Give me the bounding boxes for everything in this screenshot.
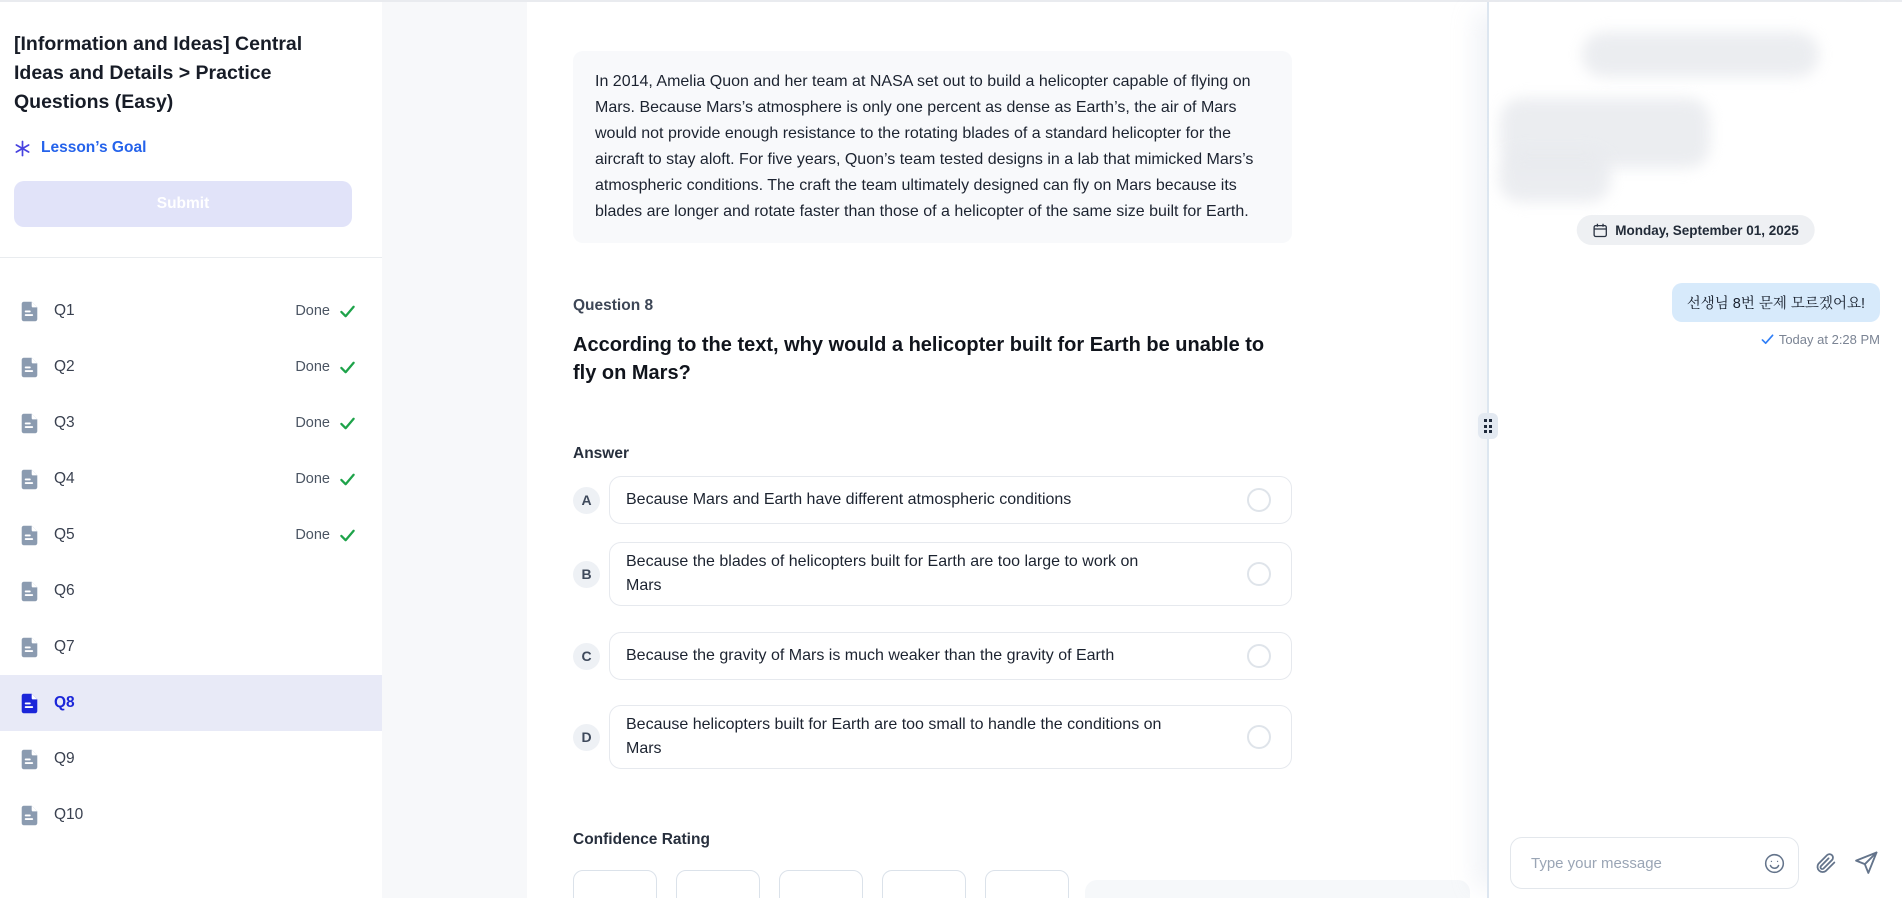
status-done: Done — [295, 527, 330, 543]
sidebar-item-q7[interactable] — [0, 619, 382, 675]
option-d — [573, 705, 1292, 769]
option-radio[interactable] — [1247, 488, 1271, 512]
status-done: Done — [295, 359, 330, 375]
status-done: Done — [295, 471, 330, 487]
option-a-box[interactable] — [609, 476, 1292, 524]
document-icon — [20, 525, 39, 546]
calendar-icon — [1592, 223, 1607, 238]
answer-options — [573, 476, 1292, 769]
option-radio[interactable] — [1247, 725, 1271, 749]
document-icon — [20, 693, 39, 714]
question-label: Q8 — [54, 694, 75, 711]
lesson-title: [Information and Ideas] Central Ideas and Details > Practice Questions (Easy) — [14, 33, 303, 113]
redacted-message-blur — [1582, 32, 1819, 77]
option-b — [573, 542, 1292, 606]
document-icon — [20, 301, 39, 322]
option-text: Because helicopters built for Earth are too small to handle the conditions on Mars — [626, 716, 1162, 757]
option-text: Because Mars and Earth have different atmospheric conditions — [626, 491, 1072, 508]
message-input[interactable] — [1531, 855, 1763, 872]
sidebar-item-q3[interactable] — [0, 395, 382, 451]
submit-button[interactable]: Submit — [14, 181, 352, 227]
receipt-label: Today at 2:28 PM — [1778, 332, 1880, 347]
option-text: Because the blades of helicopters built for Earth are too large to work on Mars — [626, 553, 1139, 594]
question-label: Q9 — [54, 750, 75, 767]
sidebar-item-q9[interactable] — [0, 731, 382, 787]
confidence-pill-1[interactable] — [573, 870, 657, 898]
sidebar-item-q2[interactable] — [0, 339, 382, 395]
question-label: Q4 — [54, 470, 75, 487]
panel-resize-handle[interactable] — [1478, 413, 1498, 439]
confidence-rating-label: Confidence Rating — [573, 831, 710, 848]
emoji-icon[interactable] — [1763, 852, 1786, 875]
option-letter-badge: A — [573, 487, 600, 514]
message-receipt — [1761, 332, 1880, 347]
chat-panel — [1487, 2, 1902, 898]
document-icon — [20, 413, 39, 434]
question-label: Q10 — [54, 806, 84, 823]
option-c-box[interactable] — [609, 632, 1292, 680]
confidence-pill-4[interactable] — [882, 870, 966, 898]
sidebar-item-q4[interactable] — [0, 451, 382, 507]
sidebar-item-q6[interactable] — [0, 563, 382, 619]
date-label: Monday, September 01, 2025 — [1615, 222, 1799, 238]
question-number: Question 8 — [573, 297, 654, 314]
status-done: Done — [295, 303, 330, 319]
sidebar-item-q1[interactable] — [0, 283, 382, 339]
option-a — [573, 476, 1292, 524]
document-icon — [20, 637, 39, 658]
reading-passage: In 2014, Amelia Quon and her team at NASA set out to build a helicopter capable of flying on Mars. Because Mars’s atmosphere is only one percent as dense as Earth’s, the air of Mars would not provide enough resistance to the rotating blades of a standard helicopter for the aircraft to stay aloft. For five years, Quon’s team tested designs in a lab that mimicked Mars’s atmospheric conditions. The craft the team ultimately designed can fly on Mars because its blades are longer and rotate faster than those of a helicopter of the same size built for Earth. — [573, 51, 1292, 243]
check-icon — [339, 471, 356, 488]
sidebar-item-q5[interactable] — [0, 507, 382, 563]
check-icon — [339, 415, 356, 432]
question-text: According to the text, why would a helicopter built for Earth be unable to fly on Mars? — [573, 334, 1265, 384]
option-letter-badge: B — [573, 561, 600, 588]
option-radio[interactable] — [1247, 562, 1271, 586]
question-list — [0, 283, 382, 843]
check-icon — [339, 359, 356, 376]
attachment-icon[interactable] — [1813, 851, 1838, 876]
question-label: Q1 — [54, 302, 75, 319]
main-area — [382, 2, 1487, 898]
check-icon — [339, 303, 356, 320]
sidebar-item-q8-active[interactable] — [0, 675, 382, 731]
answer-section-label: Answer — [573, 445, 629, 462]
option-letter-badge: D — [573, 724, 600, 751]
asterisk-icon — [14, 140, 31, 157]
question-page — [527, 2, 1487, 898]
lesson-sidebar — [0, 2, 382, 898]
redacted-message-blur — [1499, 150, 1611, 202]
status-done: Done — [295, 415, 330, 431]
question-label: Q7 — [54, 638, 75, 655]
lessons-goal-link[interactable] — [14, 139, 352, 157]
option-text: Because the gravity of Mars is much weaker than the gravity of Earth — [626, 647, 1115, 664]
sidebar-divider — [0, 257, 382, 258]
confidence-pill-5[interactable] — [985, 870, 1069, 898]
document-icon — [20, 469, 39, 490]
document-icon — [20, 805, 39, 826]
document-icon — [20, 581, 39, 602]
document-icon — [20, 357, 39, 378]
chat-message-bubble: 선생님 8번 문제 모르겠어요! — [1672, 283, 1880, 322]
option-radio[interactable] — [1247, 644, 1271, 668]
date-separator — [1576, 215, 1815, 245]
option-letter-badge: C — [573, 643, 600, 670]
question-label: Q2 — [54, 358, 75, 375]
option-d-box[interactable] — [609, 705, 1292, 769]
lessons-goal-label: Lesson’s Goal — [41, 139, 147, 156]
question-label: Q5 — [54, 526, 75, 543]
confidence-pill-2[interactable] — [676, 870, 760, 898]
check-icon — [339, 527, 356, 544]
send-icon[interactable] — [1852, 849, 1880, 877]
option-b-box[interactable] — [609, 542, 1292, 606]
question-label: Q6 — [54, 582, 75, 599]
document-icon — [20, 749, 39, 770]
sidebar-item-q10[interactable] — [0, 787, 382, 843]
message-input-box — [1510, 837, 1799, 889]
partial-bottom-box — [1085, 880, 1470, 898]
question-label: Q3 — [54, 414, 75, 431]
confidence-pill-3[interactable] — [779, 870, 863, 898]
option-c — [573, 632, 1292, 680]
chat-input-row — [1510, 837, 1888, 889]
read-check-icon — [1761, 333, 1774, 346]
